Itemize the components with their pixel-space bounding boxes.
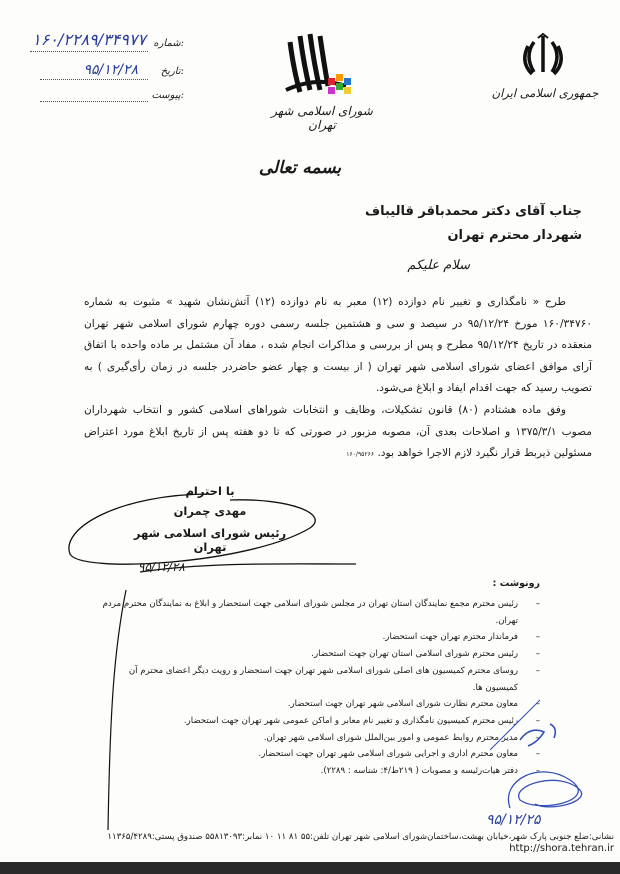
letter-meta bbox=[0, 28, 200, 108]
cc-item: – فرماندار محترم تهران جهت استحضار. bbox=[96, 629, 540, 646]
attachment-label: پیوست: bbox=[151, 90, 184, 101]
cc-title: رونوشت : bbox=[492, 578, 540, 589]
cc-item: – روسای محترم کمیسیون های اصلی شورای اسلامی شهر تهران جهت استحضار و رویت دیگر اعضای محترم آن کمیسیون ها. bbox=[96, 663, 540, 696]
cc-list bbox=[96, 596, 540, 780]
signature-title: رئیس شورای اسلامی شهر تهران bbox=[133, 526, 287, 554]
number-dots bbox=[30, 50, 148, 52]
cc-item: – معاون محترم اداری و اجرایی شورای اسلامی شهر تهران جهت استحضار. bbox=[96, 746, 540, 763]
date-dots bbox=[40, 78, 148, 80]
country-name: جمهوری اسلامی ایران bbox=[491, 86, 599, 100]
recipient-name: جناب آقای دکتر محمدباقر قالیباف bbox=[365, 204, 582, 219]
reference-code: ۱۶۰/۹۵۲۶۶ bbox=[346, 451, 375, 459]
letter-body bbox=[84, 292, 592, 466]
footer bbox=[10, 832, 614, 855]
signature-date: ۹۵/۱۲/۲۸ bbox=[138, 560, 185, 574]
cc-item: – رئیس محترم شورای اسلامی استان تهران جهت استحضار. bbox=[96, 646, 540, 663]
invocation: بسمه تعالی bbox=[258, 158, 342, 178]
signature-closing: با احترام bbox=[185, 484, 235, 498]
cc-item: – مدیر محترم روابط عمومی و امور بین‌الملل شورای اسلامی شهر تهران. bbox=[96, 730, 540, 747]
footer-address: نشانی:ضلع جنوبی پارک شهر،خیابان بهشت،ساختمان‌شورای اسلامی شهر تهران تلفن:۵۵ ۸۱ ۱۱ ۱۰ نمابر:۵۵۸۱۳۰۹۳ صندوق پستی:۱۱۳۶۵/۴۲۸۹ bbox=[107, 832, 614, 842]
cc-item: – معاون محترم نظارت شورای اسلامی شهر تهران جهت استحضار. bbox=[96, 696, 540, 713]
margin-line-icon bbox=[100, 590, 130, 830]
body-paragraph-2 bbox=[84, 400, 592, 466]
cc-item: – دفتر هیات‌رئیسه و مصوبات ( ۲۱۹ط/۴: شناسه : ۲۲۸۹). bbox=[96, 763, 540, 780]
cc-item: – رئیس محترم مجمع نمایندگان استان تهران در مجلس شورای اسلامی جهت استحضار و ابلاغ به نمایندگان محترم مردم تهران. bbox=[96, 596, 540, 629]
date-value: ۹۵/۱۲/۲۸ bbox=[83, 62, 138, 78]
council-emblem-icon bbox=[262, 28, 382, 108]
attachment-dots bbox=[40, 100, 148, 102]
council-logo bbox=[262, 28, 382, 132]
number-label: شماره: bbox=[153, 38, 184, 49]
signature-name: مهدی چمران bbox=[173, 504, 247, 518]
cc-item: – رئیس محترم کمیسیون نامگذاری و تغییر نام معابر و اماکن عمومی شهر تهران جهت استحضار. bbox=[96, 713, 540, 730]
handwritten-signature-icon bbox=[480, 690, 620, 815]
iran-emblem-block bbox=[490, 32, 600, 112]
iran-emblem-icon bbox=[520, 32, 566, 80]
recipient-title: شهردار محترم تهران bbox=[447, 228, 582, 243]
body-paragraph-2-text: وفق ماده هشتادم (۸۰) قانون تشکیلات، وظایف و انتخابات شوراهای اسلامی کشور و انتخاب شهرداران مصوب ۱۳۷۵/۳/۱ و اصلاحات بعدی آن، مصوبه مزبور در صورتی که تا دو هفته پس از تاریخ ابلاغ مورد اعتراض مسئولین ذیربط قرار نگیرد لازم الاجرا خواهد بود. bbox=[84, 403, 592, 460]
footer-website[interactable]: http://shora.tehran.ir bbox=[509, 843, 614, 854]
council-name: شورای اسلامی شهر تهران bbox=[271, 104, 373, 132]
signature-block bbox=[60, 478, 360, 578]
number-value: ۱۶۰/۲۲۸۹/۳۴۹۷۷ bbox=[32, 30, 146, 49]
receipt-date: ۹۵/۱۲/۲۵ bbox=[486, 812, 541, 828]
scan-edge bbox=[0, 862, 620, 874]
body-paragraph-1: طرح « نامگذاری و تغییر نام دوازده (۱۲) معبر به نام دوازده (۱۲) آتش‌نشان شهید » مثبوت به شماره ۱۶۰/۳۴۷۶۰ مورخ ۹۵/۱۲/۲۴ در سیصد و سی و هشتمین جلسه رسمی دوره چهارم شورای اسلامی شهر تهران منعقده در تاریخ ۹۵/۱۲/۲۴ مطرح و پس از بررسی و مذاکرات انجام شده ، مفاد آن مشتمل بر ماده واحده با اتفاق آرای موافق اعضای شورای اسلامی شهر تهران ( از بیست و چهار عضو حاضردر جلسه در زمان رأی‌گیری ) به تصویب رسید که جهت اقدام ایفاد و ابلاغ می‌شود. bbox=[84, 296, 593, 395]
greeting: سلام علیکم bbox=[407, 258, 470, 273]
date-label: تاریخ: bbox=[160, 66, 184, 77]
